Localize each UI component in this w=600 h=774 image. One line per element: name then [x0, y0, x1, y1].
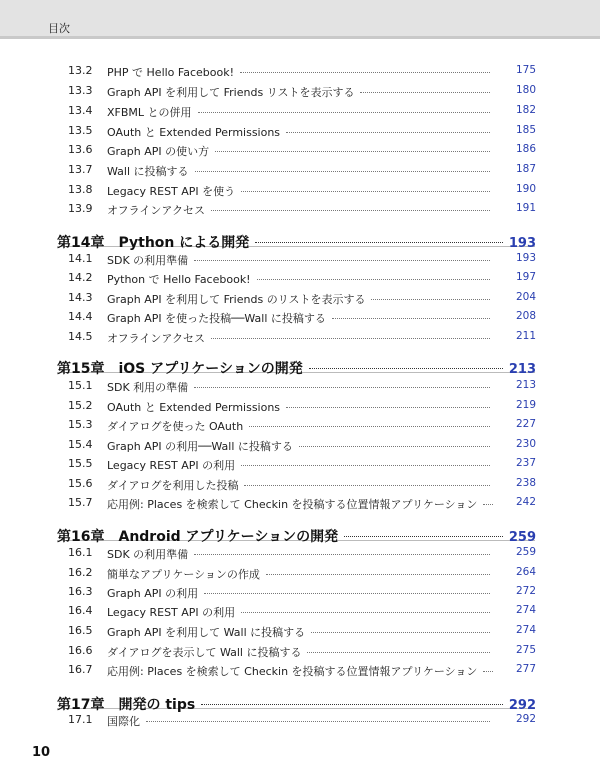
section-line — [107, 271, 536, 287]
section-page: 191 — [515, 202, 536, 214]
section-title: オフラインアクセス — [107, 332, 206, 345]
section-page: 237 — [515, 457, 536, 469]
section-title: SDK の利用準備 — [107, 254, 189, 267]
section-number: 14.1 — [68, 252, 93, 265]
chapter-line — [57, 694, 536, 714]
section-line — [107, 477, 536, 493]
section-page: 274 — [515, 604, 536, 616]
section-number: 13.7 — [68, 163, 93, 176]
section-number: 15.2 — [68, 399, 93, 412]
section-title: Legacy REST API の利用 — [107, 606, 236, 619]
section-number: 16.1 — [68, 546, 93, 559]
dot-leader — [307, 652, 490, 653]
section-page: 197 — [515, 271, 536, 283]
section-page: 259 — [515, 546, 536, 558]
section-number: 13.8 — [68, 183, 93, 196]
section-title: Legacy REST API を使う — [107, 185, 236, 198]
chapter-heading — [57, 358, 303, 378]
section-line — [107, 183, 536, 199]
chapter-heading — [57, 694, 195, 714]
section-number: 14.2 — [68, 271, 93, 284]
section-page: 238 — [515, 477, 536, 489]
section-title: Graph API の利用──Wall に投稿する — [107, 440, 293, 453]
header-band — [0, 0, 600, 39]
section-line — [107, 496, 536, 512]
section-line — [107, 604, 536, 620]
dot-leader — [286, 407, 490, 408]
dot-leader — [244, 485, 490, 486]
section-title: PHP で Hello Facebook! — [107, 66, 235, 79]
dot-leader — [311, 632, 490, 633]
section-page: 242 — [515, 496, 536, 508]
section-page: 277 — [515, 663, 536, 675]
section-page: 211 — [515, 330, 536, 342]
section-line — [107, 84, 536, 100]
section-line — [107, 399, 536, 415]
section-page: 272 — [515, 585, 536, 597]
section-line — [107, 124, 536, 140]
section-line — [107, 202, 536, 218]
section-line — [107, 379, 536, 395]
section-title: ダイアログを表示して Wall に投稿する — [107, 646, 302, 659]
chapter-page: 292 — [508, 698, 536, 713]
section-line — [107, 546, 536, 562]
dot-leader — [241, 612, 490, 613]
chapter-line — [57, 358, 536, 378]
dot-leader — [286, 132, 490, 133]
section-title: Graph API を利用して Friends のリストを表示する — [107, 293, 366, 306]
chapter-line — [57, 526, 536, 546]
dot-leader — [146, 721, 490, 722]
chapter-page: 193 — [508, 236, 536, 251]
dot-leader — [241, 465, 490, 466]
dot-leader — [204, 593, 490, 594]
chapter-title: Android アプリケーションの開発 — [118, 529, 339, 545]
dot-leader — [255, 242, 503, 243]
section-title: ダイアログを使った OAuth — [107, 420, 244, 433]
dot-leader — [332, 318, 490, 319]
section-title: 応用例: Places を検索して Checkin を投稿する位置情報アプリケーション — [107, 498, 478, 511]
section-number: 16.7 — [68, 663, 93, 676]
section-number: 14.5 — [68, 330, 93, 343]
section-number: 16.6 — [68, 644, 93, 657]
dot-leader — [344, 536, 503, 537]
section-number: 14.4 — [68, 310, 93, 323]
section-page: 175 — [515, 64, 536, 76]
chapter-number: 第14章 — [57, 235, 105, 251]
dot-leader — [211, 338, 490, 339]
dot-leader — [215, 151, 490, 152]
section-page: 213 — [515, 379, 536, 391]
chapter-page: 213 — [508, 362, 536, 377]
section-page: 186 — [515, 143, 536, 155]
dot-leader — [249, 426, 490, 427]
section-page: 227 — [515, 418, 536, 430]
section-number: 14.3 — [68, 291, 93, 304]
section-line — [107, 585, 536, 601]
section-page: 208 — [515, 310, 536, 322]
section-line — [107, 713, 536, 729]
section-number: 16.4 — [68, 604, 93, 617]
section-number: 15.3 — [68, 418, 93, 431]
chapter-number: 第15章 — [57, 361, 105, 377]
section-title: Graph API を利用して Wall に投稿する — [107, 626, 306, 639]
section-page: 292 — [515, 713, 536, 725]
section-title: SDK の利用準備 — [107, 548, 189, 561]
section-title: Graph API を利用して Friends リストを表示する — [107, 86, 355, 99]
dot-leader — [299, 446, 490, 447]
section-line — [107, 624, 536, 640]
section-title: OAuth と Extended Permissions — [107, 401, 281, 414]
dot-leader — [240, 72, 490, 73]
dot-leader — [483, 671, 493, 672]
section-number: 15.1 — [68, 379, 93, 392]
section-number: 13.9 — [68, 202, 93, 215]
dot-leader — [360, 92, 490, 93]
page-number: 10 — [32, 745, 51, 760]
dot-leader — [309, 368, 503, 369]
section-line — [107, 252, 536, 268]
dot-leader — [198, 112, 490, 113]
section-title: Graph API の使い方 — [107, 145, 210, 158]
chapter-title: iOS アプリケーションの開発 — [118, 361, 303, 377]
section-title: OAuth と Extended Permissions — [107, 126, 281, 139]
section-page: 182 — [515, 104, 536, 116]
section-page: 264 — [515, 566, 536, 578]
section-line — [107, 64, 536, 80]
section-title: オフラインアクセス — [107, 204, 206, 217]
chapter-page: 259 — [508, 530, 536, 545]
dot-leader — [194, 260, 490, 261]
section-title: SDK 利用の準備 — [107, 381, 189, 394]
section-line — [107, 330, 536, 346]
section-number: 13.5 — [68, 124, 93, 137]
section-line — [107, 104, 536, 120]
section-page: 185 — [515, 124, 536, 136]
header-title: 目次 — [48, 22, 70, 35]
section-number: 15.6 — [68, 477, 93, 490]
section-title: XFBML との併用 — [107, 106, 192, 119]
dot-leader — [201, 704, 503, 705]
section-line — [107, 418, 536, 434]
chapter-number: 第17章 — [57, 697, 105, 713]
section-title: Graph API を使った投稿──Wall に投稿する — [107, 312, 326, 325]
chapter-line — [57, 232, 536, 252]
section-line — [107, 143, 536, 159]
section-title: 簡単なアプリケーションの作成 — [107, 568, 260, 581]
section-page: 204 — [515, 291, 536, 303]
section-line — [107, 163, 536, 179]
section-line — [107, 663, 536, 679]
section-page: 187 — [515, 163, 536, 175]
section-page: 190 — [515, 183, 536, 195]
section-title: Legacy REST API の利用 — [107, 459, 236, 472]
chapter-title: Python による開発 — [118, 235, 250, 251]
section-number: 13.4 — [68, 104, 93, 117]
section-page: 274 — [515, 624, 536, 636]
section-number: 16.3 — [68, 585, 93, 598]
dot-leader — [241, 191, 490, 192]
dot-leader — [257, 279, 490, 280]
chapter-heading — [57, 232, 249, 252]
section-title: 国際化 — [107, 715, 140, 728]
dot-leader — [483, 504, 493, 505]
section-title: Wall に投稿する — [107, 165, 189, 178]
section-line — [107, 310, 536, 326]
section-number: 17.1 — [68, 713, 93, 726]
section-line — [107, 438, 536, 454]
section-page: 275 — [515, 644, 536, 656]
section-page: 230 — [515, 438, 536, 450]
section-number: 15.5 — [68, 457, 93, 470]
section-line — [107, 457, 536, 473]
section-page: 180 — [515, 84, 536, 96]
section-title: 応用例: Places を検索して Checkin を投稿する位置情報アプリケーション — [107, 665, 478, 678]
section-title: ダイアログを利用した投稿 — [107, 479, 239, 492]
section-line — [107, 566, 536, 582]
chapter-heading — [57, 526, 338, 546]
section-page: 193 — [515, 252, 536, 264]
dot-leader — [211, 210, 490, 211]
section-number: 15.7 — [68, 496, 93, 509]
section-number: 15.4 — [68, 438, 93, 451]
section-number: 13.2 — [68, 64, 93, 77]
dot-leader — [194, 387, 490, 388]
section-number: 13.3 — [68, 84, 93, 97]
section-number: 16.2 — [68, 566, 93, 579]
section-number: 16.5 — [68, 624, 93, 637]
section-title: Python で Hello Facebook! — [107, 273, 251, 286]
dot-leader — [266, 574, 490, 575]
dot-leader — [194, 554, 490, 555]
chapter-title: 開発の tips — [118, 697, 196, 713]
chapter-number: 第16章 — [57, 529, 105, 545]
section-number: 13.6 — [68, 143, 93, 156]
section-page: 219 — [515, 399, 536, 411]
section-title: Graph API の利用 — [107, 587, 199, 600]
section-line — [107, 644, 536, 660]
dot-leader — [195, 171, 490, 172]
section-line — [107, 291, 536, 307]
dot-leader — [371, 299, 490, 300]
